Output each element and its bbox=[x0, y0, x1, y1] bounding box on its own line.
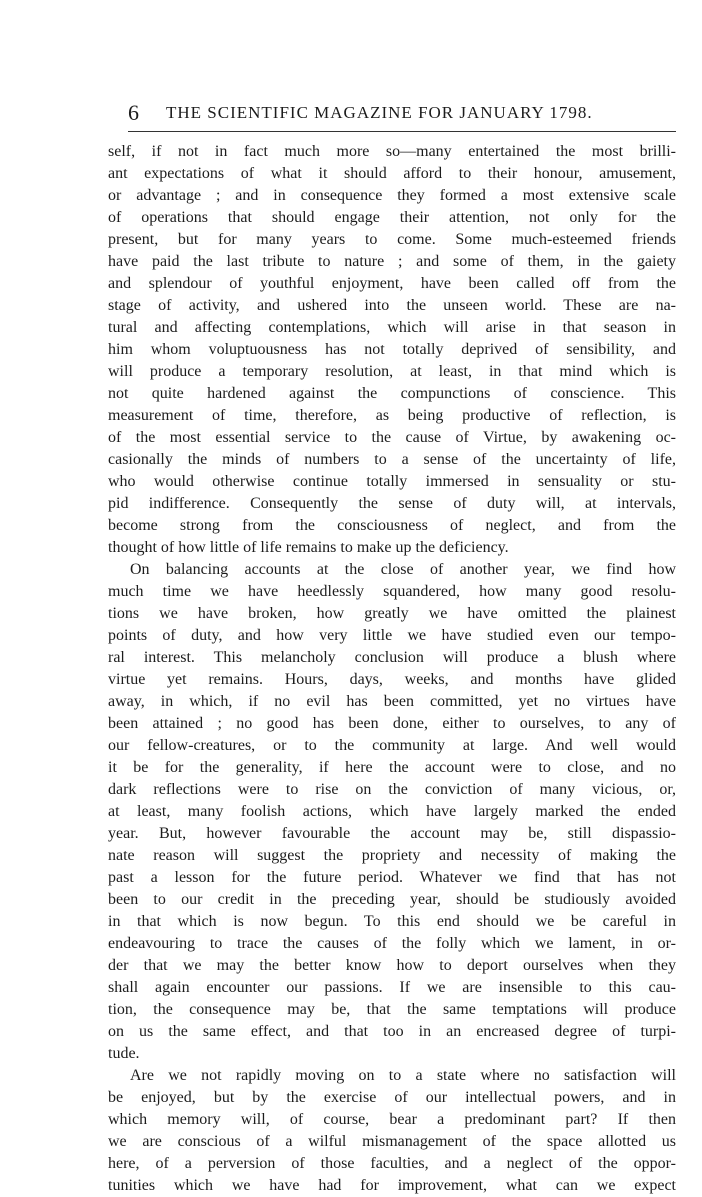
text-line: stage of activity, and ushered into the unseen world. These are na- bbox=[108, 297, 676, 314]
text-line: measurement of time, therefore, as being productive of reflection, is bbox=[108, 407, 676, 424]
text-line: tions we have broken, how greatly we have omitted the plainest bbox=[108, 605, 676, 622]
text-line: virtue yet remains. Hours, days, weeks, and months have glided bbox=[108, 671, 676, 688]
text-line: who would otherwise continue totally immersed in sensuality or stu- bbox=[108, 473, 676, 490]
text-line: of operations that should engage their attention, not only for the bbox=[108, 209, 676, 226]
text-line: him whom voluptuousness has not totally deprived of sensibility, and bbox=[108, 341, 676, 358]
text-line: dark reflections were to rise on the conviction of many vicious, or, bbox=[108, 781, 676, 798]
header-rule bbox=[128, 131, 676, 132]
text-line: in that which is now begun. To this end should we be careful in bbox=[108, 913, 676, 930]
text-line: we are conscious of a wilful mismanagement of the space allotted us bbox=[108, 1133, 676, 1150]
text-line: points of duty, and how very little we have studied even our tempo- bbox=[108, 627, 676, 644]
text-line: tunities which we have had for improvement, what can we expect bbox=[108, 1177, 676, 1194]
text-line: present, but for many years to come. Some much-esteemed friends bbox=[108, 231, 676, 248]
page-header bbox=[128, 98, 676, 128]
text-line: much time we have heedlessly squandered, how many good resolu- bbox=[108, 583, 676, 600]
text-line: casionally the minds of numbers to a sense of the uncertainty of life, bbox=[108, 451, 676, 468]
text-line: away, in which, if no evil has been committed, yet no virtues have bbox=[108, 693, 676, 710]
text-line: on us the same effect, and that too in an encreased degree of turpi- bbox=[108, 1023, 676, 1040]
text-line: been attained ; no good has been done, either to ourselves, to any of bbox=[108, 715, 676, 732]
text-line: pid indifference. Consequently the sense of duty will, at intervals, bbox=[108, 495, 676, 512]
text-line: will produce a temporary resolution, at least, in that mind which is bbox=[108, 363, 676, 380]
body-text bbox=[108, 141, 676, 1197]
paragraph-first-line: Are we not rapidly moving on to a state where no satisfaction will bbox=[130, 1067, 676, 1084]
text-line: shall again encounter our passions. If we are insensible to this cau- bbox=[108, 979, 676, 996]
text-line: it be for the generality, if here the account were to close, and no bbox=[108, 759, 676, 776]
text-line: at least, many foolish actions, which have largely marked the ended bbox=[108, 803, 676, 820]
text-line: or advantage ; and in consequence they formed a most extensive scale bbox=[108, 187, 676, 204]
text-line: been to our credit in the preceding year, should be studiously avoided bbox=[108, 891, 676, 908]
text-line: ral interest. This melancholy conclusion will produce a blush where bbox=[108, 649, 676, 666]
text-line: tural and affecting contemplations, which will arise in that season in bbox=[108, 319, 676, 336]
text-line: have paid the last tribute to nature ; and some of them, in the gaiety bbox=[108, 253, 676, 270]
running-title: THE SCIENTIFIC MAGAZINE FOR JANUARY 1798. bbox=[166, 103, 593, 122]
text-line: be enjoyed, but by the exercise of our intellectual powers, and in bbox=[108, 1089, 676, 1106]
text-line: thought of how little of life remains to make up the deficiency. bbox=[108, 539, 509, 556]
paragraph-first-line: On balancing accounts at the close of another year, we find how bbox=[130, 561, 676, 578]
page-number: 6 bbox=[128, 100, 139, 125]
text-line: self, if not in fact much more so—many entertained the most brilli- bbox=[108, 143, 676, 160]
text-line: which memory will, of course, bear a predominant part? If then bbox=[108, 1111, 676, 1128]
text-line: past a lesson for the future period. Whatever we find that has not bbox=[108, 869, 676, 886]
text-line: become strong from the consciousness of neglect, and from the bbox=[108, 517, 676, 534]
text-line: and splendour of youthful enjoyment, have been called off from the bbox=[108, 275, 676, 292]
text-line: endeavouring to trace the causes of the folly which we lament, in or- bbox=[108, 935, 676, 952]
text-line: here, of a perversion of those faculties, and a neglect of the oppor- bbox=[108, 1155, 676, 1172]
text-line: nate reason will suggest the propriety and necessity of making the bbox=[108, 847, 676, 864]
text-line: our fellow-creatures, or to the community at large. And well would bbox=[108, 737, 676, 754]
text-line: year. But, however favourable the account may be, still dispassio- bbox=[108, 825, 676, 842]
text-line: not quite hardened against the compunctions of conscience. This bbox=[108, 385, 676, 402]
text-line: tude. bbox=[108, 1045, 140, 1062]
text-line: tion, the consequence may be, that the same temptations will produce bbox=[108, 1001, 676, 1018]
text-line: ant expectations of what it should afford to their honour, amusement, bbox=[108, 165, 676, 182]
text-line: der that we may the better know how to deport ourselves when they bbox=[108, 957, 676, 974]
text-line: of the most essential service to the cause of Virtue, by awakening oc- bbox=[108, 429, 676, 446]
